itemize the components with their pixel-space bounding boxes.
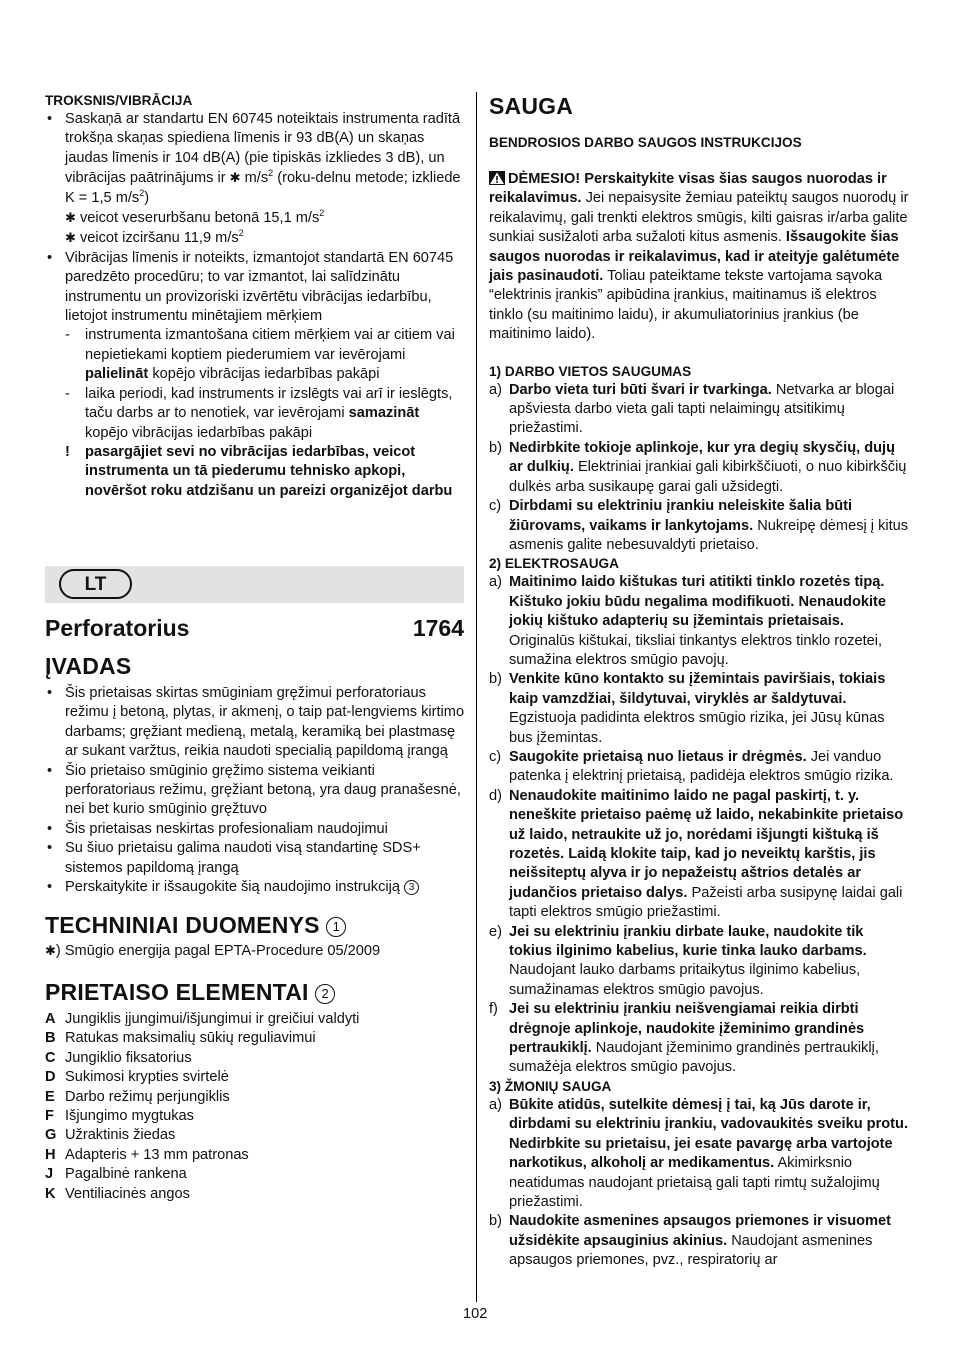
noise-warning: ! pasargājiet sevi no vibrācijas iedarbības, veicot instrumenta un tā piederumu tehnisko apkopi, novēršot roku atdzišanu un pareizi organizējot darbu	[65, 443, 465, 501]
noise-list	[45, 110, 465, 501]
language-bar	[45, 566, 464, 603]
section-3-list	[489, 1096, 909, 1271]
section-1-heading: 1) DARBO VIETOS SAUGUMAS	[489, 363, 692, 379]
left-column-lower	[45, 652, 465, 1204]
product-title: Perforatorius 1764	[45, 615, 464, 641]
noise-heading: TROKSNIS/VIBRĀCIJA	[45, 93, 193, 108]
noise-dash-2: - laika periodi, kad instruments ir izslēgts vai arī ir ieslēgts, taču darbs ar to nenotiek, var ievērojami samazināt kopējo vibrācijas iedarbības pakāpi	[65, 385, 465, 443]
intro-bullet: • Su šiuo prietaisu galima naudoti visą standartinę SDS+ sistemos papildomą įrangą	[45, 839, 465, 878]
figure-ref-icon: 1	[326, 917, 346, 937]
noise-dash-list	[65, 326, 465, 501]
safety-warning: DĖMESIO! Perskaitykite visas šias saugos nuorodas ir reikalavimus. Jei nepaisysite žemiau pateiktų saugos nuorodų ir reikalavimų, gali trenkti elektros smūgis, kilti gaisras ir/arba galite sunkiai susižaloti arba sužaloti kitus asmenis. Išsaugokite šias saugos nuorodas ir reikalavimus, kad ir ateityje galėtumėte jais pasinaudoti. Toliau pateiktame tekste vartojama sąvoka “elektrinis įrankis” apibūdina įrankius, maitinamus iš elektros tinklo (su maitinimo laidu), ir akumuliatorinius įrankius (be maitinimo laido).	[489, 171, 909, 343]
rule-item: d) Nenaudokite maitinimo laido ne pagal paskirtį, t. y. neneškite prietaiso paėmę už laido, nekabinkite prietaiso už laido, netraukite už jo, norėdami išjungti kištuką iš rozetės. Laidą klokite taip, kad jo neveiktų karštis, jis neišsiteptų alyva ir jo nepažeistų aštrios detalės ar judančios prietaiso dalys. Pažeisti arba susipynę laidai gali tapti elektros smūgio priežastimi.	[489, 787, 904, 921]
rule-item: b) Naudokite asmenines apsaugos priemones ir visuomet užsidėkite apsauginius akinius. Naudojant asmenines apsaugos priemones, pvz., respiratorių ar	[489, 1213, 891, 1269]
star-icon: ✱	[65, 210, 76, 226]
intro-bullet: • Perskaitykite ir išsaugokite šią naudojimo instrukciją 3	[45, 878, 465, 897]
product-number: 1764	[412, 615, 464, 641]
star-icon: ✱	[65, 230, 76, 246]
intro-heading: ĮVADAS	[45, 653, 132, 679]
rule-item: f) Jei su elektriniu įrankiu neišvengiamai reikia dirbti drėgnoje aplinkoje, naudokite įžeminimo grandinės pertraukiklį. Naudojant įžeminimo grandinės pertraukiklį, sumažėja elektros smūgio pavojus.	[489, 1001, 879, 1076]
section-3-heading: 3) ŽMONIŲ SAUGA	[489, 1078, 612, 1094]
star-icon: ✱	[45, 943, 56, 959]
safety-subheading: BENDROSIOS DARBO SAUGOS INSTRUKCIJOS	[489, 135, 802, 150]
rule-item: b) Nedirbkite tokioje aplinkoje, kur yra degių skysčių, dujų ar dulkių. Elektriniai įrankiai gali kibirkščiuoti, o nuo kibirkščių dulkės arba susikaupę garai gali užsidegti.	[489, 439, 907, 495]
star-icon: ✱	[229, 170, 241, 186]
noise-bullet-2: • Vibrācijas līmenis ir noteikts, izmantojot standartā EN 60745 paredzēto procedūru; to var izmantot, lai salīdzinātu instrumentu un provizoriski izvērtētu vibrācijas iedarbību, lietojot instrumentu minētajiem mērķiem - instrumenta izmantošana citiem mērķiem vai ar citiem vai nepietiekami koptiem piederumiem var ievērojami palielināt kopējo vibrācijas iedarbības pakāpi - laika periodi, kad instruments ir izslēgts vai arī ir ieslēgts, taču darbs ar to nenotiek, var ievērojami samazināt kopējo vibrācijas iedarbības pakāpi ! pasargājiet sevi no vibrācijas iedarbības, veicot instrumenta un tā piederumu tehnisko apkopi, novēršot roku atdzišanu un pareizi organizējot darbu	[45, 249, 465, 501]
rule-item: b) Venkite kūno kontakto su įžemintais paviršiais, tokiais kaip vamzdžiai, šildytuvai, viryklės ar šaldytuvai. Egzistuoja padidinta elektros smūgio rizika, jei Jūsų kūnas bus įžemintas.	[489, 671, 886, 746]
section-2-list	[489, 573, 909, 1078]
element-item: D Sukimosi krypties svirtelė	[45, 1069, 229, 1086]
tech-heading: TECHNINIAI DUOMENYS 1	[45, 911, 465, 939]
page-number: 102	[463, 1306, 488, 1322]
element-item: H Adapteris + 13 mm patronas	[45, 1146, 249, 1163]
element-item: C Jungiklio fiksatorius	[45, 1049, 192, 1066]
intro-bullet: • Šis prietaisas neskirtas profesionaliam naudojimui	[45, 820, 465, 839]
language-badge: LT	[59, 569, 132, 599]
left-column	[45, 92, 465, 501]
noise-dash-1: - instrumenta izmantošana citiem mērķiem vai ar citiem vai nepietiekami koptiem piederumiem var ievērojami palielināt kopējo vibrācijas iedarbības pakāpi	[65, 326, 465, 384]
element-item: A Jungiklis įjungimui/išjungimui ir greičiui valdyti	[45, 1010, 360, 1027]
rule-item: e) Jei su elektriniu įrankiu dirbate lauke, naudokite tik tokius ilginimo kabelius, kurie tinka lauko darbams. Naudojant lauko darbams pritaikytus ilginimo kabelius, sumažinamas elektros smūgio pavojus.	[489, 923, 867, 998]
element-item: J Pagalbinė rankena	[45, 1166, 187, 1183]
elements-list	[45, 1010, 465, 1204]
element-item: G Užraktinis žiedas	[45, 1127, 176, 1144]
safety-title: SAUGA	[489, 93, 574, 119]
right-column	[489, 92, 909, 1271]
element-item: K Ventiliacinės angos	[45, 1185, 190, 1202]
noise-bullet-1: • Saskaņā ar standartu EN 60745 noteiktais instrumenta radītā trokšņa skaņas spiediena līmenis ir 93 dB(A) un skaņas jaudas līmenis ir 104 dB(A) (pie tipiskās izkliedes 3 dB), un vibrācijas paātrinājums ir ✱ $m/s^2$ (roku-delnu metode; izkliede K = 1,5 $m/s^2$) ✱ veicot veserurbšanu betonā 15,1 $m/s^2$ ✱ veicot izciršanu 11,9 $m/s^2$	[45, 110, 465, 249]
warning-icon	[489, 171, 505, 185]
intro-bullet: • Šis prietaisas skirtas smūginiam gręžimui perforatoriaus režimu į betoną, plytas, ir akmenį, o taip pat-lengviems kirtimo darbams; gręžiant medieną, metalą, keramiką bei plastmasę ar sukant varžtus, reikia naudoti specialią papildomą įrangą	[45, 684, 465, 762]
rule-item: a) Maitinimo laido kištukas turi atitikti tinklo rozetės tipą. Kištuko jokiu būdu negalima modifikuoti. Nenaudokite jokių kištuko adapterių su įžemintais prietaisais. Originalūs kištukai, tiksliai tinkantys elektros tinklo rozetei, sumažina elektros smūgio pavojų.	[489, 574, 887, 668]
section-1-list	[489, 381, 909, 556]
rule-item: a) Darbo vieta turi būti švari ir tvarkinga. Netvarka ar blogai apšviesta darbo vieta gali tapti nelaimingų atsitikimų priežastimi.	[489, 381, 895, 437]
element-item: F Išjungimo mygtukas	[45, 1107, 194, 1124]
intro-list	[45, 684, 465, 897]
element-item: B Ratukas maksimalių sūkių reguliavimui	[45, 1030, 316, 1047]
element-item: E Darbo režimų perjungiklis	[45, 1088, 230, 1105]
figure-ref-icon: 3	[404, 880, 419, 895]
rule-item: a) Būkite atidūs, sutelkite dėmesį į tai, ką Jūs darote ir, dirbdami su elektriniu įrankiu, vadovaukitės sveiku protu. Nedirbkite su prietaisu, jei esate pavargę arba vartojote narkotikus, alkoholį ar medikamentus. Akimirksnio neatidumas naudojant prietaisą gali tapti rimtų sužalojimų priežastimi.	[489, 1096, 909, 1210]
tech-note: ✱) Smūgio energija pagal EPTA-Procedure 05/2009	[45, 943, 381, 960]
noise-sub-2: ✱ veicot izciršanu 11,9 $m/s^2$	[65, 228, 244, 247]
column-divider	[476, 92, 477, 1302]
rule-item: c) Dirbdami su elektriniu įrankiu neleiskite šalia būti žiūrovams, vaikams ir lankytojams. Nukreipę dėmesį į kitus asmenis galite nebesuvaldyti prietaiso.	[489, 498, 909, 553]
figure-ref-icon: 2	[315, 984, 335, 1004]
intro-bullet: • Šio prietaiso smūginio gręžimo sistema veikianti perforatoriaus režimu, gręžiant betoną, yra daug pranašesnė, nei bet kurio smūginio gręžtuvo	[45, 762, 465, 820]
noise-sub-1: ✱ veicot veserurbšanu betonā 15,1 $m/s^2$	[65, 208, 325, 227]
section-2-heading: 2) ELEKTROSAUGA	[489, 556, 619, 572]
elements-heading: PRIETAISO ELEMENTAI 2	[45, 978, 465, 1006]
rule-item: c) Saugokite prietaisą nuo lietaus ir drėgmės. Jei vanduo patenka į elektrinį prietaisą, padidėja elektros smūgio rizika.	[489, 748, 894, 785]
